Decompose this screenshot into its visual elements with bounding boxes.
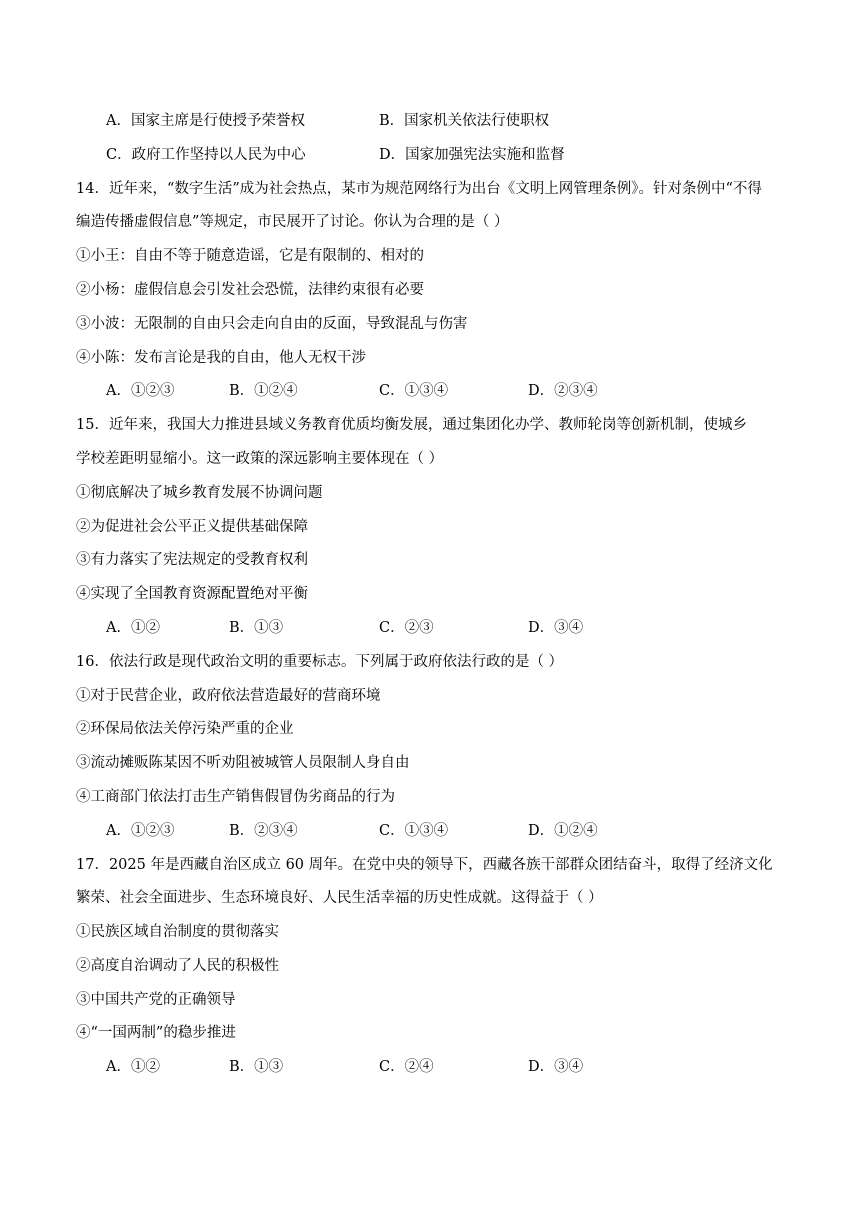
q15-option-a: A．①② [106, 620, 160, 636]
q13-option-c: C．政府工作坚持以人民为中心 [106, 147, 306, 163]
q17-stem-line1: 17．2025 年是西藏自治区成立 60 周年。在党中央的领导下，西藏各族干部群众团结奋斗，取得了经济文化 [76, 857, 773, 873]
q13-option-a: A．国家主席是行使授予荣誉权 [106, 113, 305, 129]
q14-item-2: ②小杨：虚假信息会引发社会恐慌，法律约束很有必要 [76, 282, 424, 298]
q16-item-4: ④工商部门依法打击生产销售假冒伪劣商品的行为 [76, 789, 395, 805]
q14-stem-line2: 编造传播虚假信息”等规定，市民展开了讨论。你认为合理的是（ ） [76, 214, 509, 230]
q13-option-d: D．国家加强宪法实施和监督 [379, 147, 565, 163]
q16-option-c: C．①③④ [379, 823, 449, 839]
q13-option-b: B．国家机关依法行使职权 [379, 113, 550, 129]
q17-option-b: B．①③ [229, 1059, 284, 1075]
q17-option-c: C．②④ [379, 1059, 434, 1075]
q14-item-4: ④小陈：发布言论是我的自由，他人无权干涉 [76, 350, 366, 366]
q16-item-2: ②环保局依法关停污染严重的企业 [76, 721, 294, 737]
q14-option-d: D．②③④ [528, 383, 598, 399]
q17-option-d: D．③④ [528, 1059, 584, 1075]
q14-option-c: C．①③④ [379, 383, 449, 399]
q15-item-3: ③有力落实了宪法规定的受教育权利 [76, 552, 308, 568]
q15-option-b: B．①③ [229, 620, 284, 636]
q15-stem-line1: 15．近年来，我国大力推进县域义务教育优质均衡发展，通过集团化办学、教师轮岗等创新机制，使城乡 [76, 417, 747, 433]
q14-option-b: B．①②④ [229, 383, 298, 399]
q14-item-1: ①小王：自由不等于随意造谣，它是有限制的、相对的 [76, 248, 424, 264]
q17-item-2: ②高度自治调动了人民的积极性 [76, 958, 279, 974]
q14-item-3: ③小波：无限制的自由只会走向自由的反面，导致混乱与伤害 [76, 316, 468, 332]
q15-option-d: D．③④ [528, 620, 584, 636]
q15-item-4: ④实现了全国教育资源配置绝对平衡 [76, 586, 308, 602]
q15-item-2: ②为促进社会公平正义提供基础保障 [76, 519, 308, 535]
q16-item-1: ①对于民营企业，政府依法营造最好的营商环境 [76, 688, 381, 704]
q14-option-a: A．①②③ [106, 383, 175, 399]
q15-option-c: C．②③ [379, 620, 434, 636]
q16-option-b: B．②③④ [229, 823, 298, 839]
q17-item-4: ④“一国两制”的稳步推进 [76, 1025, 236, 1041]
q16-stem-line1: 16．依法行政是现代政治文明的重要标志。下列属于政府依法行政的是（ ） [76, 654, 564, 670]
q15-stem-line2: 学校差距明显缩小。这一政策的深远影响主要体现在（ ） [76, 451, 444, 467]
q15-item-1: ①彻底解决了城乡教育发展不协调问题 [76, 485, 323, 501]
q16-option-a: A．①②③ [106, 823, 175, 839]
q14-stem-line1: 14．近年来，“数字生活”成为社会热点，某市为规范网络行为出台《文明上网管理条例》。针对条例中“不得 [76, 181, 762, 197]
q17-stem-line2: 繁荣、社会全面进步、生态环境良好、人民生活幸福的历史性成就。这得益于（ ） [76, 890, 603, 906]
q16-option-d: D．①②④ [528, 823, 598, 839]
q17-option-a: A．①② [106, 1059, 160, 1075]
q16-item-3: ③流动摊贩陈某因不听劝阻被城管人员限制人身自由 [76, 755, 410, 771]
q17-item-3: ③中国共产党的正确领导 [76, 992, 236, 1008]
q17-item-1: ①民族区域自治制度的贯彻落实 [76, 924, 279, 940]
